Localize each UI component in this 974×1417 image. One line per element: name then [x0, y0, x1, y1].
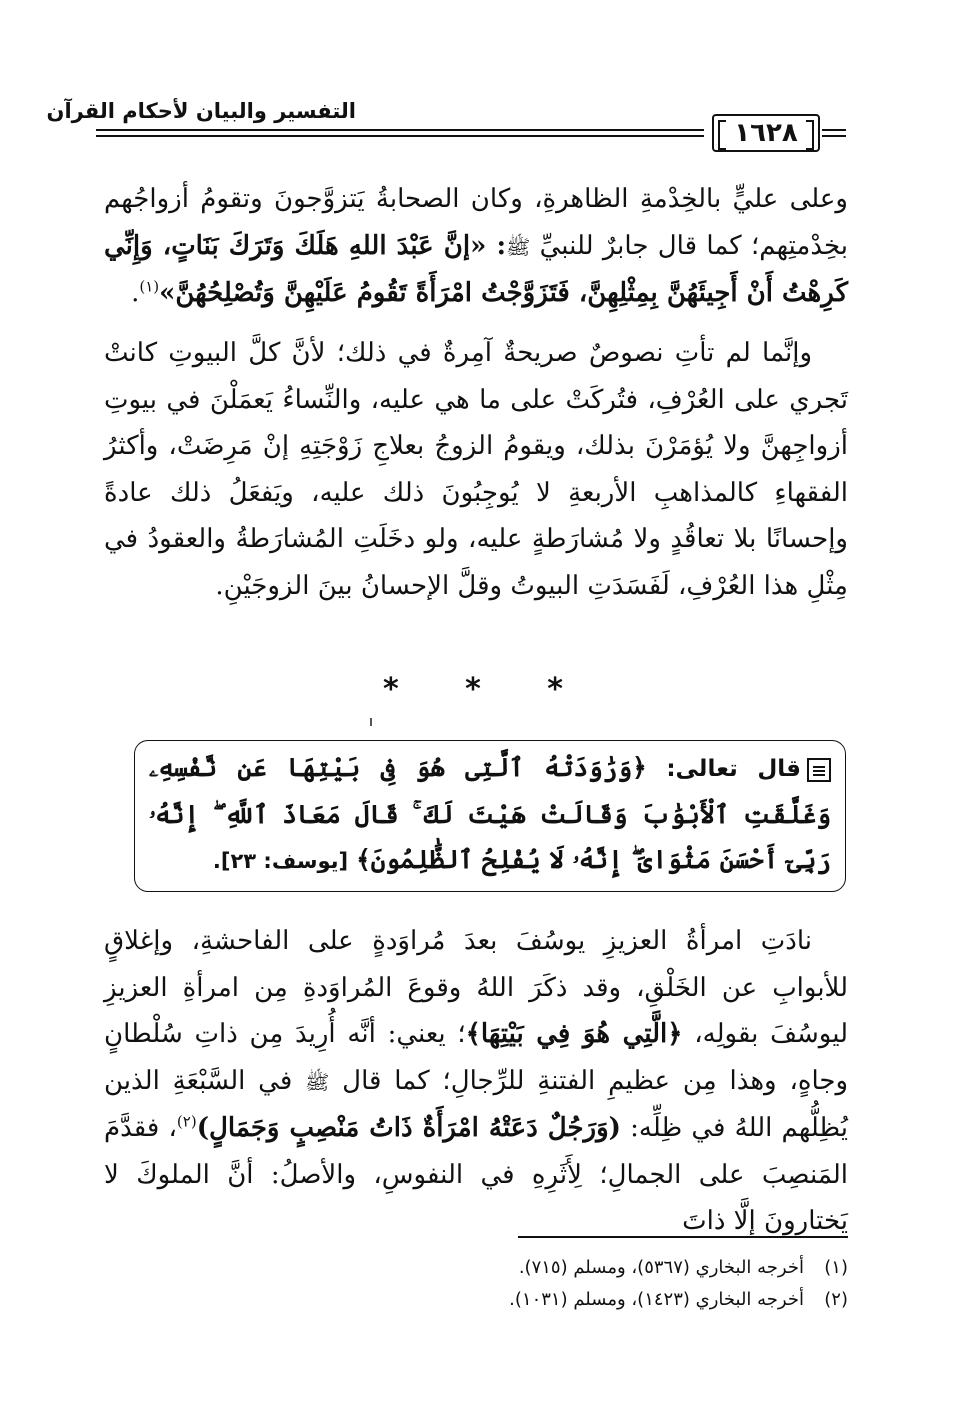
footnote-text: أخرجه البخاري (١٤٢٣)، ومسلم (١٠٣١).: [509, 1289, 804, 1310]
honorific-glyph: ﷺ: [506, 234, 531, 259]
footnote-ref[interactable]: (٢): [176, 1112, 197, 1131]
header-rule: [822, 135, 846, 137]
paragraph-2: [104, 330, 848, 609]
paragraph-text: وعلى عليٍّ بالخِدْمةِ الظاهرةِ، وكان الصحابةُ يَتزوَّجونَ وتقومُ أزواجُهم بخِدْمتِهم؛ كما قال جابرٌ للنبيِّ: [104, 184, 848, 261]
book-title: التفسير والبيان لأحكام القرآن: [46, 99, 356, 123]
header-rule: [822, 129, 846, 131]
paragraph-text: ، فقدَّمَ المَنصِبَ على الجمالِ؛ لِأَثَرِهِ في النفوسِ، والأصلُ: أنَّ الملوكَ لا يَختارونَ إلَّا ذاتَ: [104, 1113, 848, 1236]
paragraph-3: نادَتِ امرأةُ العزيزِ يوسُفَ بعدَ مُراوَدةٍ على الفاحشةِ، وإغلاقٍ للأبوابِ عن الخَلْقِ، وقد ذكَرَ اللهُ وقوعَ المُراوَدةِ مِن امرأةِ العزيزِ ليوسُفَ بقولِه، ﴿الَّتِي هُوَ فِي بَيْتِهَا﴾؛ يعني: أنَّه أُرِيدَ مِن ذاتِ سُلْطانٍ وجاهٍ، وهذا مِن عظيمِ الفتنةِ للرِّجالِ؛ كما قال ﷺ في السَّبْعَةِ الذين يُظِلُّهم اللهُ في ظِلِّه: (وَرَجُلٌ دَعَتْهُ امْرَأَةٌ ذَاتُ مَنْصِبٍ وَجَمَالٍ)$^{(٢)}$، فقدَّمَ المَنصِبَ على الجمالِ؛ لِأَثَرِهِ في النفوسِ، والأصلُ: أنَّ الملوكَ لا يَختارونَ إلَّا ذاتَ: [104, 926, 849, 1236]
paragraph-text: وإنَّما لم تأتِ نصوصٌ صريحةٌ آمِرةٌ في ذلك؛ لأنَّ كلَّ البيوتِ كانتْ تَجري على العُرْفِ، فتُركَتْ على ما هي عليه، والنِّساءُ يَعمَلْنَ في بيوتِ أزواجِهنَّ ولا يُؤمَرْنَ بذلك، ويقومُ الزوجُ بعلاجِ زَوْجَتِهِ إنْ مَرِضَتْ، وأكثرُ الفقهاءِ كالمذاهبِ الأربعةِ لا يُوجِبُونَ ذلك عليه، ويَفعَلُ ذلك عادةً وإحسانًا بلا تعاقُدٍ ولا مُشارَطةٍ عليه، ولو دخَلَتِ المُشارَطةُ والعقودُ في مِثْلِ هذا العُرْفِ، لَفَسَدَتِ البيوتُ وقلَّ الإحسانُ بينَ الزوجَيْنِ.: [104, 338, 848, 601]
hadith-quote: (وَرَجُلٌ دَعَتْهُ امْرَأَةٌ ذَاتُ مَنْصِبٍ وَجَمَالٍ): [196, 1113, 621, 1143]
paragraph-text: في السَّبْعَةِ الذين يُظِلُّهم اللهُ في ظِلِّه:: [104, 1065, 848, 1143]
page-number: ١٦٢٨: [712, 114, 820, 152]
paragraph-text: نادَتِ امرأةُ العزيزِ يوسُفَ بعدَ مُراوَدةٍ على الفاحشةِ، وإغلاقٍ للأبوابِ عن الخَلْقِ، وقد ذكَرَ اللهُ وقوعَ المُراوَدةِ مِن امرأةِ العزيزِ ليوسُفَ بقولِه: [104, 926, 848, 1049]
header-rule: [96, 129, 704, 131]
footnote-rule: [518, 1236, 848, 1238]
running-header: [46, 92, 846, 158]
honorific-glyph: ﷺ: [305, 1069, 330, 1094]
footnote-number: (١): [824, 1257, 848, 1278]
verse-box: [134, 740, 846, 892]
verse-reference: [يوسف: ٢٣].: [212, 849, 349, 873]
hadith-quote: : «إنَّ عَبْدَ اللهِ هَلَكَ وَتَرَكَ بَنَاتٍ، وَإِنِّي كَرِهْتُ أَنْ أَجِيئَهُنَّ بِمِثْلِهِنَّ، فَتَزَوَّجْتُ امْرَأَةً تَقُومُ عَلَيْهِنَّ وَتُصْلِحُهُنَّ»: [104, 230, 848, 308]
quran-verse: ﴿وَرَٰوَدَتْهُ ٱلَّتِى هُوَ فِى بَيْتِهَا عَن نَّفْسِهِۦ وَغَلَّقَتِ ٱلْأَبْوَٰبَ وَقَالَتْ هَيْتَ لَكَ ۚ قَالَ مَعَاذَ ٱللَّهِ ۖ إِنَّهُۥ رَبِّىٓ أَحْسَنَ مَثْوَاىَ ۖ إِنَّهُۥ لَا يُفْلِحُ ٱلظَّٰلِمُونَ﴾: [149, 753, 831, 874]
paragraph-text: ؛ يعني: أنَّه أُرِيدَ مِن ذاتِ سُلْطانٍ وجاهٍ، وهذا مِن عظيمِ الفتنةِ للرِّجالِ؛ كما قال: [104, 1019, 849, 1096]
footnote-item: [104, 1284, 848, 1316]
paragraph-1: [104, 176, 848, 317]
paragraph-end: .: [131, 278, 140, 308]
footnote-text: أخرجه البخاري (٥٣٦٧)، ومسلم (٧١٥).: [518, 1257, 804, 1278]
footnote-number: (٢): [824, 1289, 848, 1310]
quran-quote: ﴿الَّتِي هُوَ فِي بَيْتِهَا﴾: [465, 1019, 683, 1049]
verse-lead: قال تعالى:: [666, 756, 801, 782]
print-mark: [370, 718, 372, 726]
footnote-ref[interactable]: (١): [139, 277, 160, 296]
section-mark-icon: [807, 758, 831, 782]
section-separator: * * *: [383, 672, 591, 707]
footnotes: [104, 1252, 848, 1316]
footnote-item: [104, 1252, 848, 1284]
header-rule: [96, 135, 704, 137]
